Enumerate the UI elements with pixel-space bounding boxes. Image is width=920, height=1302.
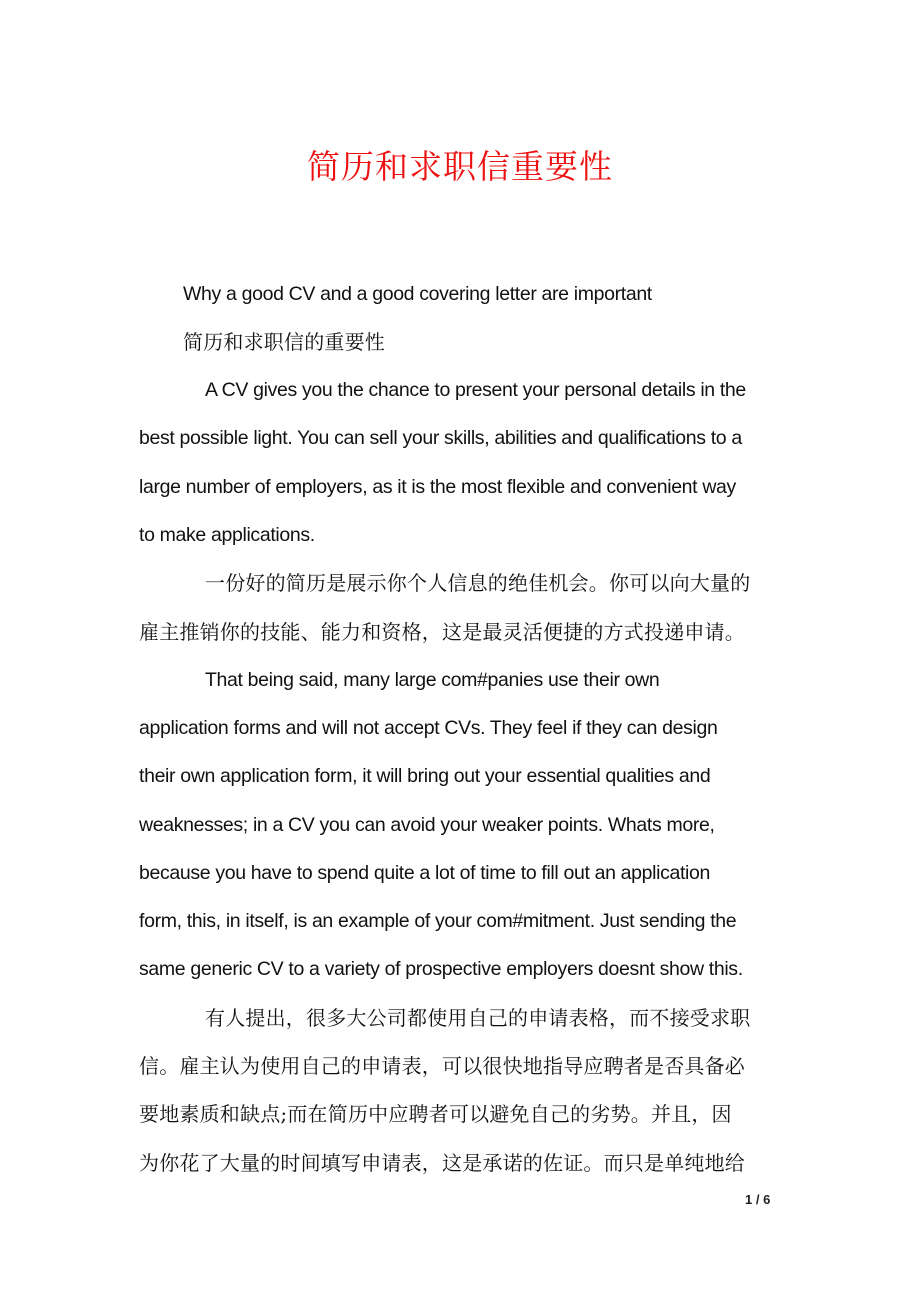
paragraph-line: 要地素质和缺点;而在简历中应聘者可以避免自己的劣势。并且，因	[139, 1102, 732, 1126]
paragraph-line: same generic CV to a variety of prospective employers doesnt show this.	[139, 958, 743, 980]
paragraph-line: 雇主推销你的技能、能力和资格，这是最灵活便捷的方式投递申请。	[139, 620, 745, 644]
paragraph-line: That being said, many large com#panies use their own	[205, 669, 660, 691]
paragraph-line: because you have to spend quite a lot of time to fill out an application	[139, 862, 711, 884]
paragraph-line: 信。雇主认为使用自己的申请表，可以很快地指导应聘者是否具备必	[139, 1054, 745, 1078]
paragraph-line: large number of employers, as it is the most flexible and convenient way	[139, 476, 736, 498]
paragraph-line: to make applications.	[139, 524, 315, 546]
paragraph-line: weaknesses; in a CV you can avoid your weaker points. Whats more,	[139, 814, 715, 836]
paragraph-line: application forms and will not accept CVs. They feel if they can design	[139, 717, 718, 739]
heading-english: Why a good CV and a good covering letter are important	[183, 283, 652, 305]
page-number: 1 / 6	[745, 1192, 771, 1207]
heading-chinese: 简历和求职信的重要性	[183, 330, 385, 354]
paragraph-line: best possible light. You can sell your skills, abilities and qualifications to a	[139, 427, 742, 449]
document-title: 简历和求职信重要性	[307, 147, 613, 186]
paragraph-line: form, this, in itself, is an example of your com#mitment. Just sending the	[139, 910, 737, 932]
paragraph-line: A CV gives you the chance to present your personal details in the	[205, 379, 746, 401]
paragraph-line: 一份好的简历是展示你个人信息的绝佳机会。你可以向大量的	[205, 571, 751, 595]
paragraph-line: 为你花了大量的时间填写申请表，这是承诺的佐证。而只是单纯地给	[139, 1151, 745, 1175]
paragraph-line: 有人提出，很多大公司都使用自己的申请表格，而不接受求职	[205, 1006, 751, 1030]
paragraph-line: their own application form, it will bring out your essential qualities and	[139, 765, 711, 787]
